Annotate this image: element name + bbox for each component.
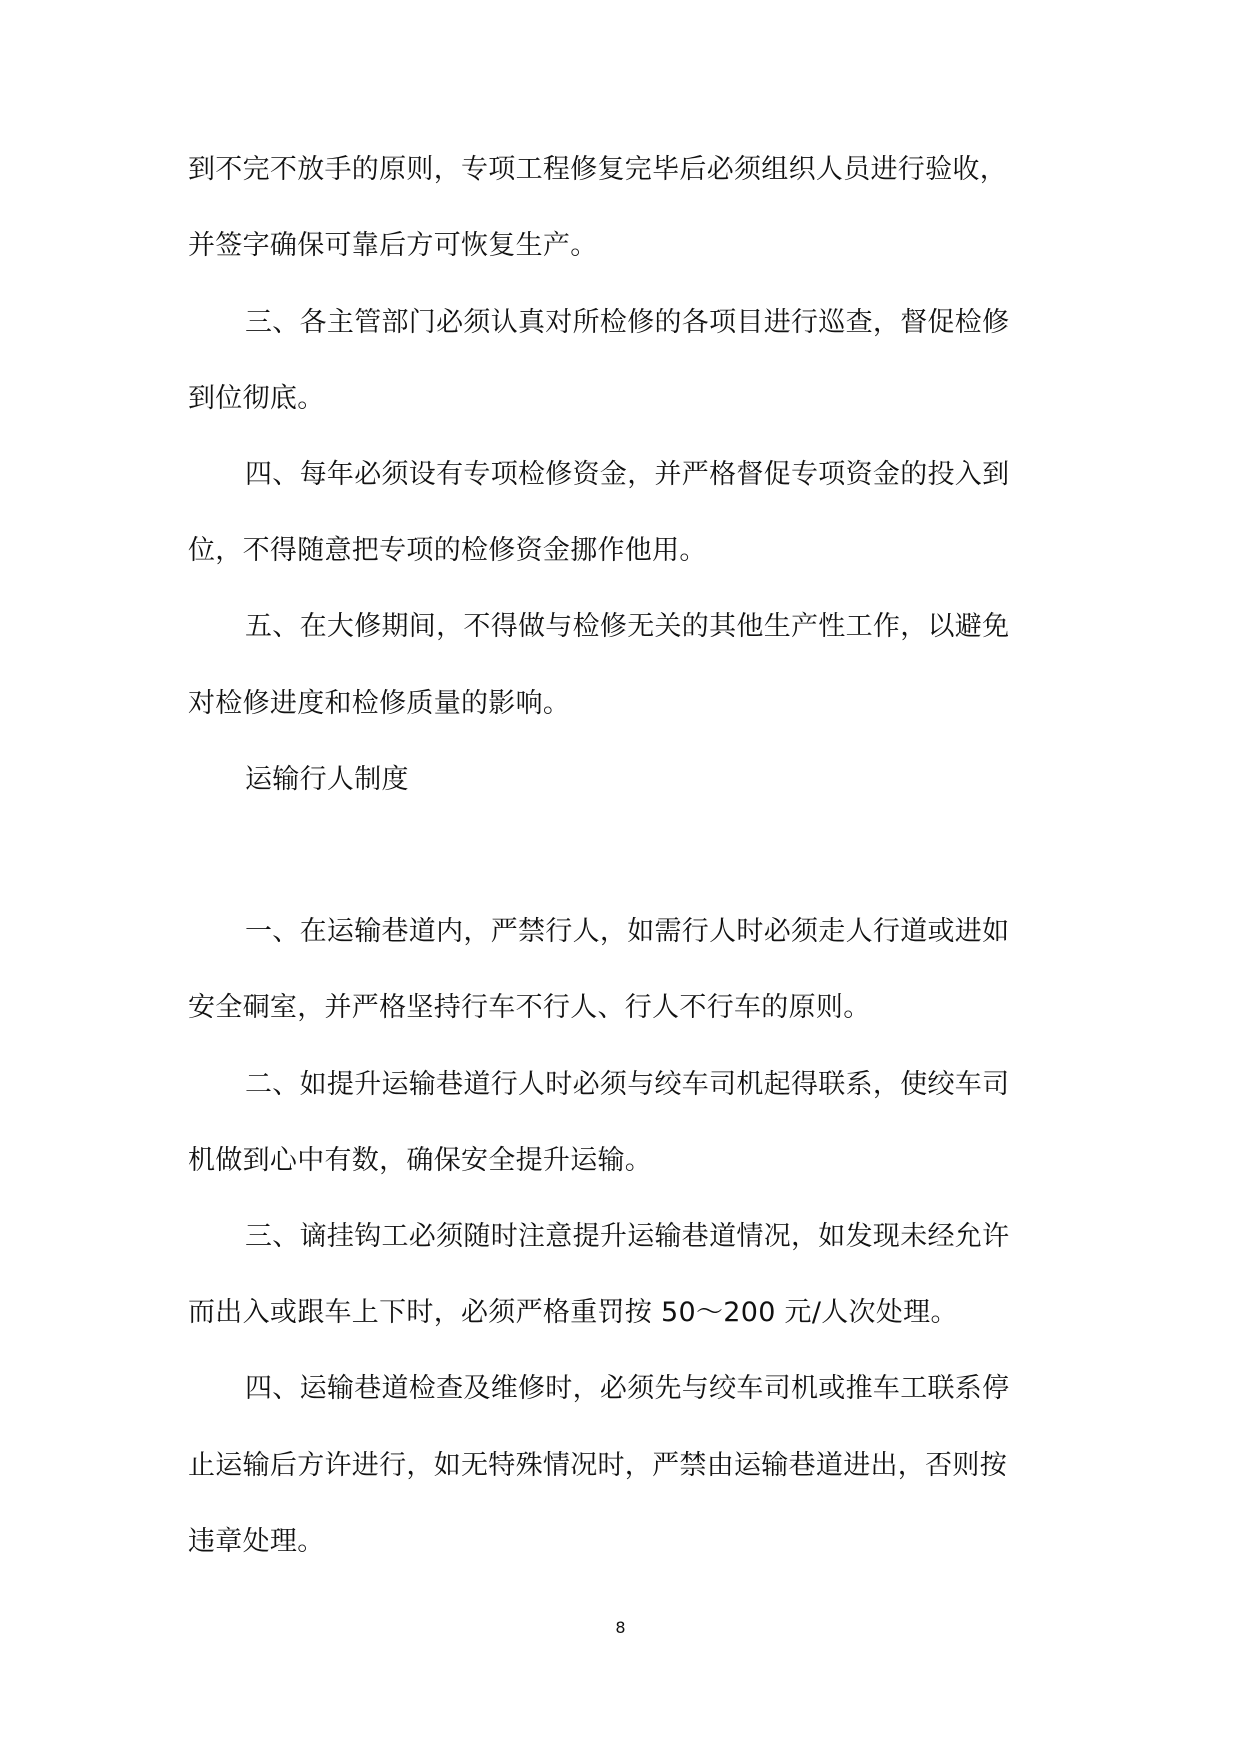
text-line: 机做到心中有数，确保安全提升运输。 — [188, 1145, 653, 1176]
text-line: 二、如提升运输巷道行人时必须与绞车司机起得联系，使绞车司 — [245, 1069, 1010, 1100]
text-line: 安全硐室，并严格坚持行车不行人、行人不行车的原则。 — [188, 992, 871, 1023]
text-line: 而出入或跟车上下时，必须严格重罚按 50～200 元/人次处理。 — [188, 1297, 958, 1328]
text-line: 一、在运输巷道内，严禁行人，如需行人时必须走人行道或进如 — [245, 916, 1010, 947]
text-line: 并签字确保可靠后方可恢复生产。 — [188, 230, 598, 261]
text-line: 位，不得随意把专项的检修资金挪作他用。 — [188, 535, 707, 566]
text-line: 三、谪挂钩工必须随时注意提升运输巷道情况，如发现未经允许 — [245, 1221, 1010, 1252]
text-line: 四、每年必须设有专项检修资金，并严格督促专项资金的投入到 — [245, 459, 1010, 490]
text-line: 止运输后方许进行，如无特殊情况时，严禁由运输巷道进出，否则按 — [188, 1450, 1007, 1481]
text-line: 五、在大修期间，不得做与检修无关的其他生产性工作，以避免 — [245, 611, 1010, 642]
text-line: 三、各主管部门必须认真对所检修的各项目进行巡查，督促检修 — [245, 307, 1010, 338]
text-line: 对检修进度和检修质量的影响。 — [188, 688, 571, 719]
text-line: 违章处理。 — [188, 1526, 325, 1557]
text-line: 到位彻底。 — [188, 383, 325, 414]
text-line: 到不完不放手的原则，专项工程修复完毕后必须组织人员进行验收， — [188, 154, 1007, 185]
page-number: 8 — [615, 1618, 626, 1637]
section-heading: 运输行人制度 — [245, 764, 409, 795]
text-line: 四、运输巷道检查及维修时，必须先与绞车司机或推车工联系停 — [245, 1373, 1010, 1404]
